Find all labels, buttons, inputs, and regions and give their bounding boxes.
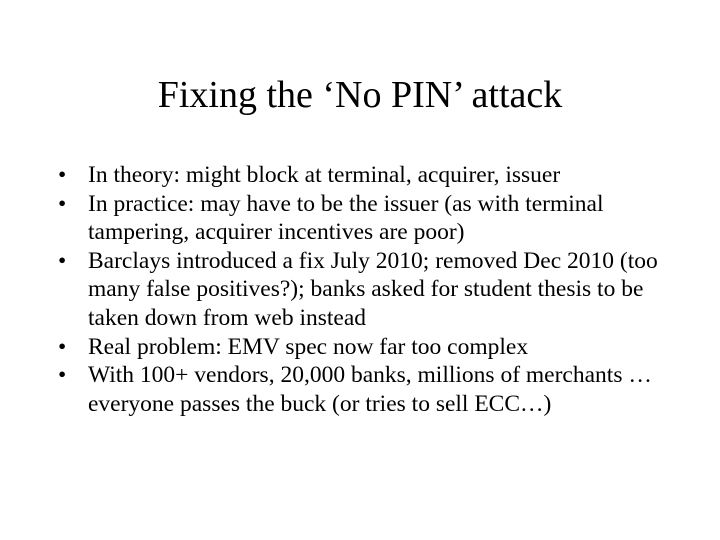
bullet-icon: • — [58, 190, 67, 217]
bullet-item-barclays — [58, 247, 698, 333]
bullet-text: Real problem: EMV spec now far too complex — [88, 333, 529, 360]
bullet-icon: • — [58, 162, 67, 188]
bullet-item-theory — [58, 161, 698, 190]
bullet-icon: • — [58, 362, 67, 389]
bullet-item-practice — [58, 190, 698, 247]
bullet-item-real-problem — [58, 333, 698, 362]
bullet-text: In practice: may have to be the issuer (as with terminal tampering, acquirer incentives are poor) — [88, 190, 604, 246]
bullet-icon: • — [58, 247, 67, 274]
bullet-icon: • — [58, 333, 67, 360]
bullet-text: Barclays introduced a fix July 2010; removed Dec 2010 (too many false positives?); banks asked for student thesis to be taken down from web instead — [88, 247, 658, 331]
bullet-list — [58, 161, 698, 418]
bullet-item-vendors — [58, 361, 698, 418]
bullet-text: In theory: might block at terminal, acquirer, issuer — [88, 162, 561, 188]
bullet-text: With 100+ vendors, 20,000 banks, millions of merchants … everyone passes the buck (or tries to sell ECC…) — [88, 362, 652, 417]
slide-title: Fixing the ‘No PIN’ attack — [157, 74, 563, 116]
